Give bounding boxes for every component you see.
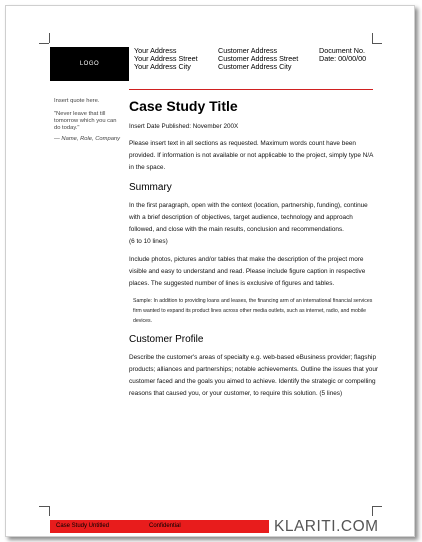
your-address-block	[134, 47, 198, 72]
crop-mark-top-right-v	[372, 33, 373, 43]
document-footer	[50, 518, 379, 535]
crop-mark-top-right-h	[372, 43, 382, 44]
quote-label: Insert quote here.	[54, 98, 100, 104]
your-address-street: Your Address Street	[134, 54, 198, 64]
document-info-block	[319, 47, 366, 63]
brand-logo-text: KLARITI.COM	[274, 518, 379, 535]
document-date: Date: 00/00/00	[319, 54, 367, 64]
logo-block: LOGO	[50, 47, 129, 81]
crop-mark-bottom-left-v	[49, 506, 50, 516]
section-heading-summary: Summary	[129, 182, 172, 193]
sample-text: Sample: In addition to providing loans and leases, the financing arm of an international financial services firm wanted to expand its product lines across other media outlets, such as internet, radio, and mobile devices.	[133, 298, 373, 324]
customer-address-street: Customer Address Street	[218, 54, 299, 64]
section-heading-customer-profile: Customer Profile	[129, 334, 204, 345]
summary-paragraph	[129, 200, 379, 248]
customer-address-city: Customer Address City	[218, 62, 292, 72]
date-published: Insert Date Published: November 200X	[129, 123, 239, 130]
document-header	[50, 46, 374, 84]
sidebar-quote	[54, 98, 124, 143]
footer-doc-name: Case Study Untitled	[56, 523, 110, 529]
customer-address-block	[218, 47, 298, 72]
your-address-city: Your Address City	[134, 62, 191, 72]
page-title: Case Study Title	[129, 98, 238, 114]
your-address-line: Your Address	[134, 46, 177, 55]
crop-mark-bottom-right-h	[372, 506, 382, 507]
crop-mark-bottom-right-v	[372, 506, 373, 516]
summary-text: In the first paragraph, open with the context (location, partnership, funding), continue with a brief description of objectives, target audience, technology and approach followed, and close with the main results, conclusion and recommendations.	[129, 202, 368, 233]
footer-red-bar	[50, 520, 269, 533]
header-divider-line	[129, 89, 373, 90]
intro-paragraph: Please insert text in all sections as requested. Maximum words count have been provided. If information is not available or not applicable to the project, simply type N/A in the space.	[129, 140, 374, 171]
quote-author: — Name, Role, Company	[54, 136, 121, 142]
customer-profile-paragraph: Describe the customer's areas of specialty e.g. web-based eBusiness provider; flagship products; alliances and partnerships; notable achievements. Outline the issues that your customer faced and the goals you aimed to achieve. Identify the strategic or compelling reasons that caused you, or your customer, to require this solution. (5 lines)	[129, 354, 379, 397]
document-page	[5, 5, 415, 537]
summary-photos-paragraph: Include photos, pictures and/or tables that make the description of the project more visible and easy to understand and read. Please include figure caption in respective places. The suggested number of lines is exclusive of figures and tables.	[129, 256, 366, 287]
crop-mark-top-left-v	[49, 33, 50, 43]
customer-address-line: Customer Address	[218, 46, 278, 55]
crop-mark-top-left-h	[39, 43, 49, 44]
quote-text: "Never leave that till tomorrow which you can do today."	[54, 111, 117, 131]
summary-lines-note: (6 to 10 lines)	[129, 238, 168, 245]
footer-confidential: Confidential	[149, 523, 181, 529]
crop-mark-bottom-left-h	[39, 506, 49, 507]
document-number: Document No.	[319, 46, 365, 55]
main-content	[129, 98, 379, 406]
